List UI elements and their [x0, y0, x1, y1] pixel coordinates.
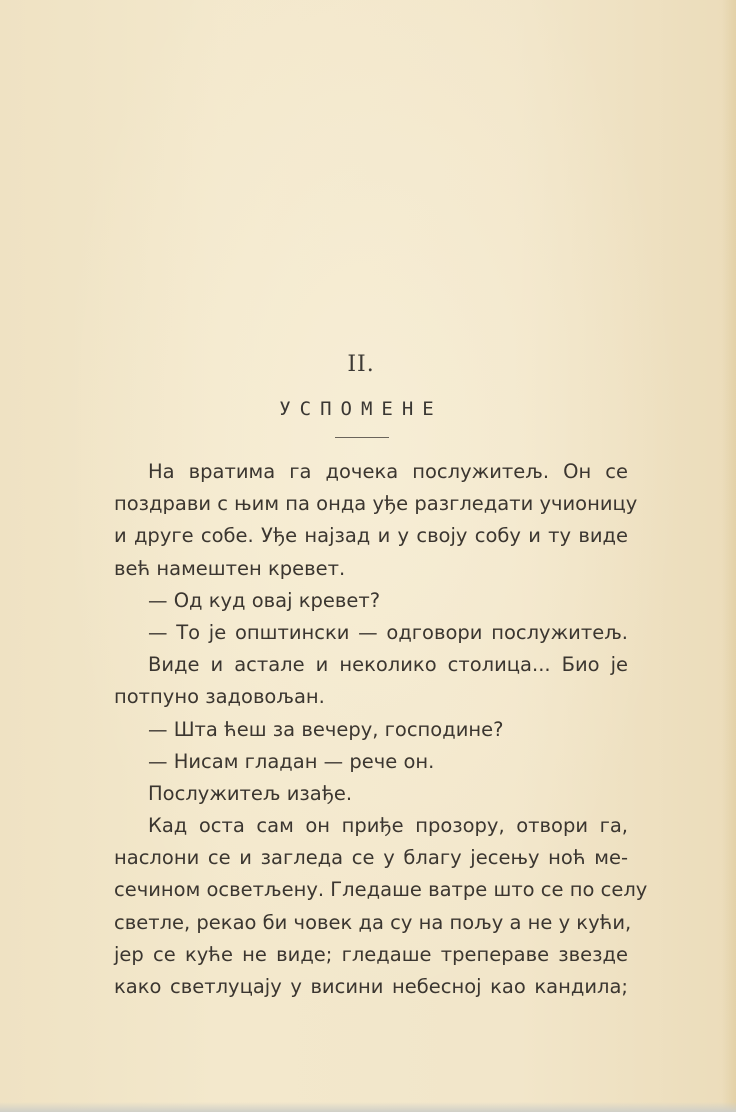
text-line: како светлуцају у висини небесној као кандила;: [114, 975, 628, 998]
text-line: — Нисам гладан — рече он.: [148, 749, 435, 773]
body-text: [114, 456, 648, 1003]
page-edge-shadow: [722, 0, 736, 1112]
text-line: На вратима га дочека послужитељ. Он се: [148, 460, 628, 483]
text-line: потпуно задовољан.: [114, 685, 325, 709]
text-line: сечином осветљену. Гледаше ватре што се по селу: [114, 878, 648, 902]
scan-bottom-border: [0, 1102, 736, 1112]
text-line: светле, рекао би човек да су на пољу а не у кући,: [114, 910, 632, 934]
text-line: — Шта ћеш за вечеру, господине?: [148, 717, 504, 741]
text-line: већ намештен кревет.: [114, 556, 346, 580]
title-divider: [335, 437, 389, 438]
text-line: јер се куће не виде; гледаше трепераве звезде: [114, 942, 628, 966]
text-line: — То је општински — одговори послужитељ.: [148, 620, 628, 644]
chapter-title: УСПОМЕНЕ: [279, 398, 443, 420]
text-line: Послужитељ изађе.: [148, 781, 353, 805]
text-line: наслони се и загледа се у благу јесењу ноћ ме-: [114, 846, 628, 870]
text-line: Кад оста сам он приђе прозору, отвори га,: [148, 814, 628, 838]
text-line: поздрави с њим па онда уђе разгледати учионицу: [114, 492, 638, 516]
chapter-number: II.: [347, 352, 375, 377]
text-line: Виде и астале и неколико столица... Био је: [148, 653, 628, 677]
text-line: — Од куд овај кревет?: [148, 588, 381, 612]
text-line: и друге собе. Уђе најзад и у своју собу и ту виде: [114, 524, 628, 548]
